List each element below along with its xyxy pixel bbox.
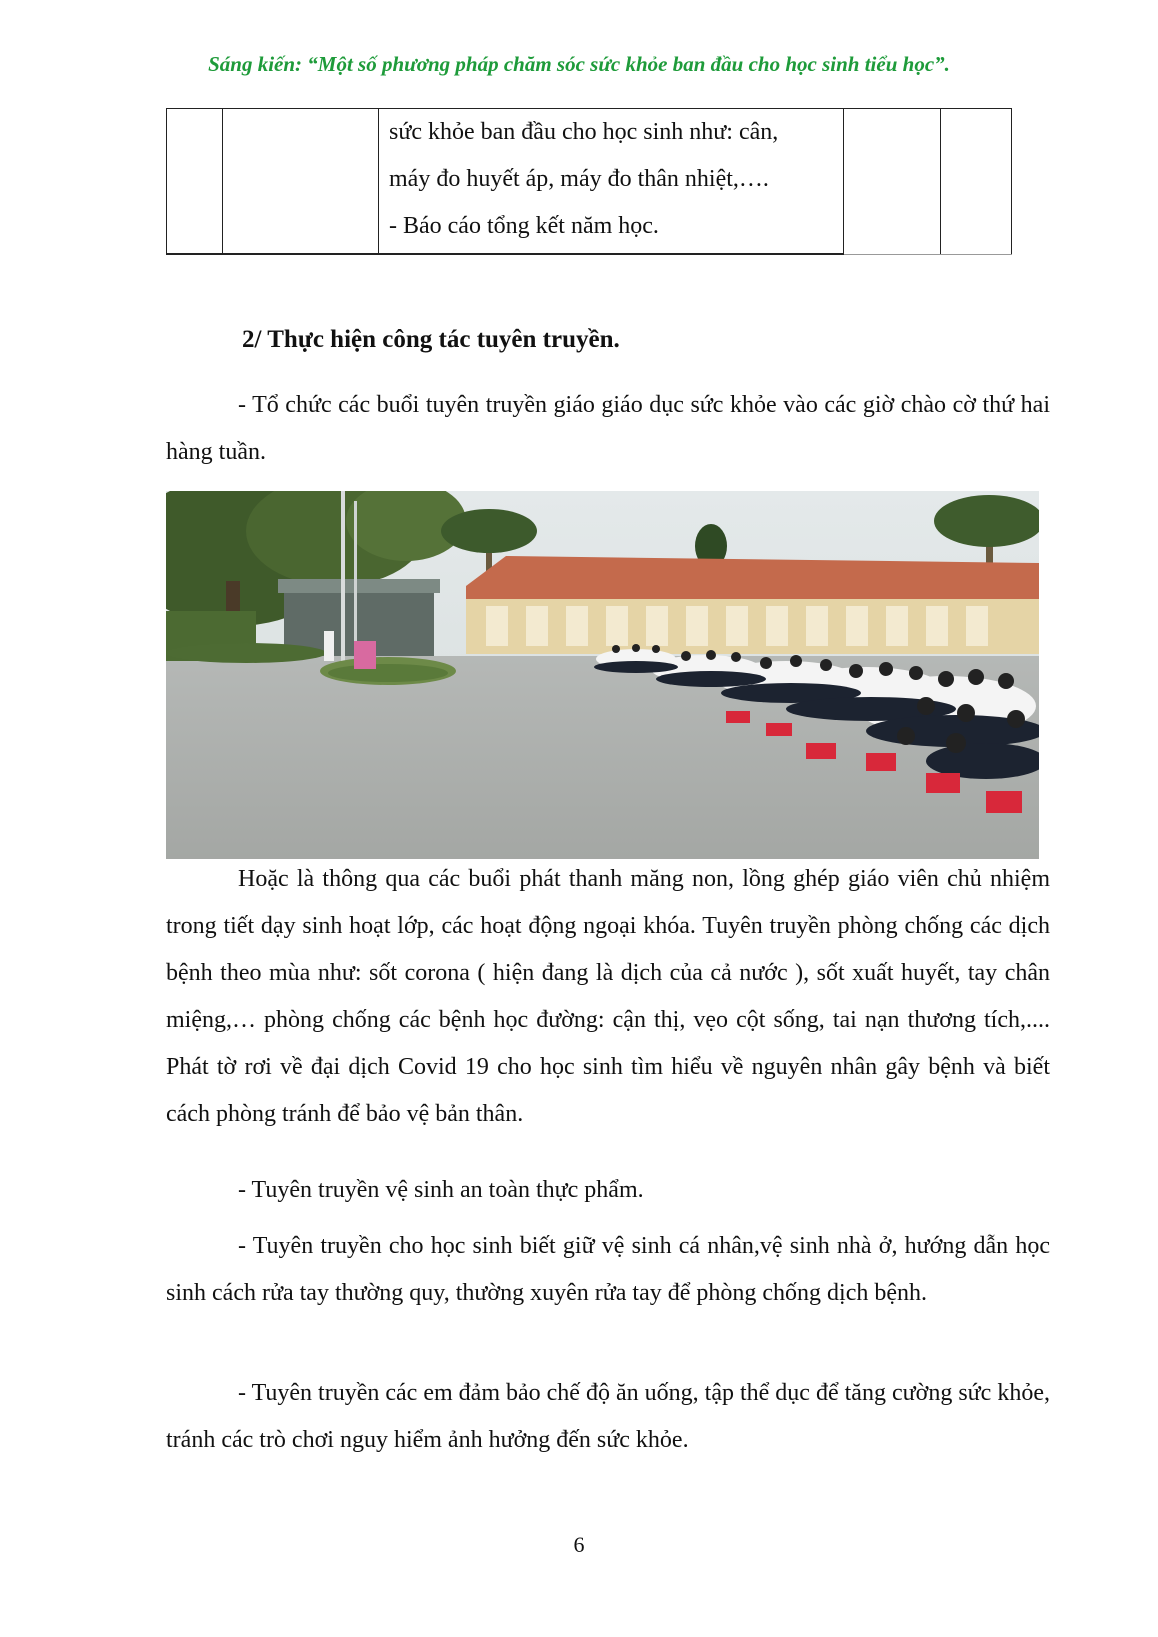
school-assembly-photo [166, 491, 1039, 859]
table-line: - Báo cáo tổng kết năm học. [389, 213, 659, 239]
paragraph: - Tuyên truyền vệ sinh an toàn thực phẩm. [238, 1177, 644, 1203]
table-cell-empty [941, 109, 1012, 255]
page-number: 6 [573, 1532, 585, 1557]
table-cell-empty [223, 109, 379, 255]
table-line: sức khỏe ban đầu cho học sinh như: cân, [389, 119, 779, 145]
paragraph: - Tổ chức các buổi tuyên truyền giáo giáo dục sức khỏe vào các giờ chào cờ thứ hai hàng tuần. [166, 392, 1050, 465]
table-cell-content [379, 109, 844, 255]
paragraph: - Tuyên truyền cho học sinh biết giữ vệ sinh cá nhân,vệ sinh nhà ở, hướng dẫn học sinh cách rửa tay thường quy, thường xuyên rửa tay để phòng chống dịch bệnh. [166, 1233, 1050, 1306]
paragraph: - Tuyên truyền các em đảm bảo chế độ ăn uống, tập thể dục để tăng cường sức khỏe, tránh các trò chơi nguy hiểm ảnh hưởng đến sức khỏe. [166, 1380, 1050, 1453]
table-cell-empty [844, 109, 941, 255]
table-cell-empty [167, 109, 223, 255]
document-header: Sáng kiến: “Một số phương pháp chăm sóc sức khỏe ban đầu cho học sinh tiểu học”. [208, 52, 950, 76]
section-title: 2/ Thực hiện công tác tuyên truyền. [242, 326, 620, 353]
table-row [167, 109, 1012, 255]
continued-table [166, 108, 1012, 255]
table-line: máy đo huyết áp, máy đo thân nhiệt,…. [389, 166, 769, 192]
paragraph: Hoặc là thông qua các buổi phát thanh măng non, lồng ghép giáo viên chủ nhiệm trong tiết dạy sinh hoạt lớp, các hoạt động ngoại khóa. Tuyên truyền phòng chống các dịch bệnh theo mùa như: sốt corona ( hiện đang là dịch của cả nước ), sốt xuất huyết, tay chân miệng,… phòng chống các bệnh học đường: cận thị, vẹo cột sống, tai nạn thương tích,.... Phát tờ rơi về đại dịch Covid 19 cho học sinh tìm hiểu về nguyên nhân gây bệnh và biết cách phòng tránh để bảo vệ bản thân. [166, 866, 1050, 1127]
